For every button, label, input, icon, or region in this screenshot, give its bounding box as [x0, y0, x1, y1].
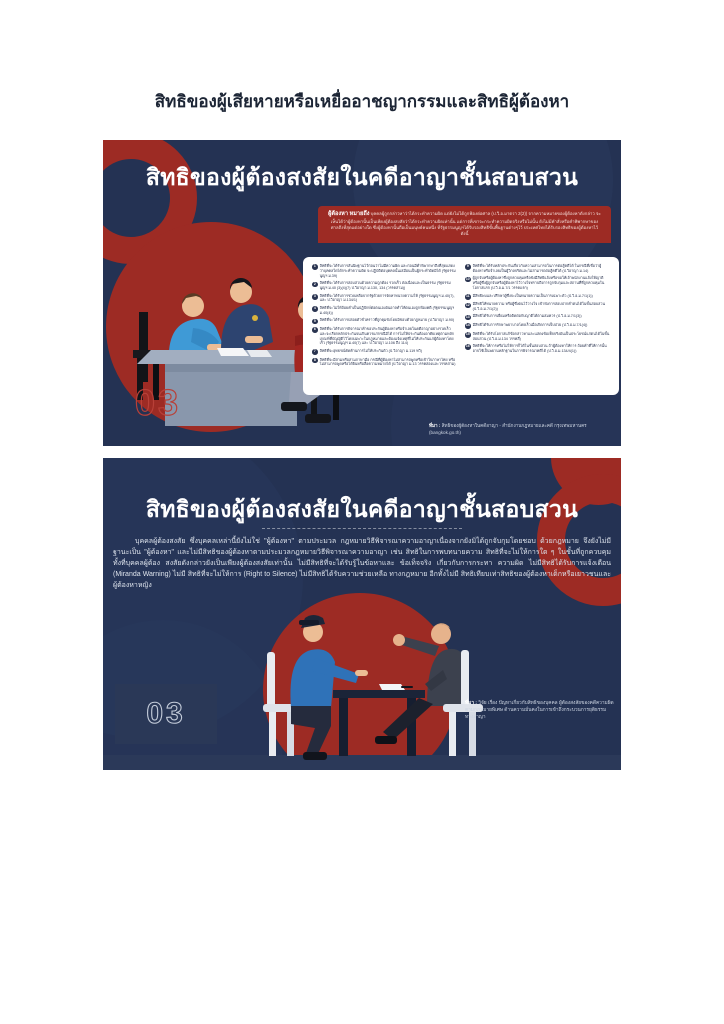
rights-list-item: [465, 344, 610, 354]
rights-list-item: [465, 276, 610, 291]
rights-list-item: [312, 327, 457, 347]
item-text: สิทธิที่จะได้รับการช่วยเหลือจากรัฐด้วยการจัดหาทนายความให้ (รัฐธรรมนูญฯ ม.40(7), และ ป.วิอาญา ม.134/1): [319, 293, 455, 303]
item-number-badge: 6: [313, 327, 316, 332]
rights-list-item: [465, 323, 610, 329]
slide-2: [103, 458, 621, 770]
rights-list-item: [312, 358, 457, 368]
item-number-badge: 11: [466, 293, 470, 298]
source-text: สิทธิของผู้ต้องหาในคดีอาญา - สำนักงานกฎหมายและคดี กรุงเทพมหานคร (bangkok.go.th): [429, 422, 587, 435]
slide1-title: สิทธิของผู้ต้องสงสัยในคดีอาญาชั้นสอบสวน: [145, 164, 579, 190]
item-number-badge: 8: [313, 357, 316, 362]
accused-definition-box: [318, 206, 611, 243]
rights-list-item: [465, 314, 610, 320]
slide1-source: [429, 422, 607, 436]
item-text: สิทธิที่จะได้รับการสันนิษฐานไว้ก่อนว่าไม่มีความผิด และก่อนมีคำพิพากษาถึงที่สุดแสดงว่าบุคคลใดได้กระทำความผิด จะปฏิบัติต่อบุคคลนั้นเสมือนเป็นผู้กระทำผิดมิได้ (รัฐธรรมนูญฯ ม.39): [319, 264, 456, 278]
item-text: สิทธิที่จะอุทธรณ์คัดค้านการไม่ให้ประกันตัว (ป.วิอาญา ม.119 ทวิ): [319, 348, 422, 353]
rights-list-item: [465, 264, 610, 274]
source-label: ที่มา :: [429, 422, 441, 428]
item-text: สิทธิที่จะได้รับโอกาสแก้ข้อกล่าวหาและแสดงข้อเท็จจริงอันเป็นประโยชน์แก่ตนได้ในชั้นสอบสวน (ป.วิ.อ.ม.134 วรรคสี่): [472, 331, 610, 341]
rights-list-item: [312, 306, 457, 316]
rights-list-item: [312, 281, 457, 291]
item-number-badge: 2: [313, 281, 316, 286]
item-text: สิทธิที่จะได้รับการปล่อยตัวชั่วคราวที่ถูกคุมขังโดยมิชอบด้วยกฎหมาย (ป.วิอาญา ม.90): [319, 318, 455, 323]
item-text: มีสิทธิให้ทนายความ หรือผู้ซึ่งตนไว้วางใจ เข้าฟังการสอบปากคำตนได้ในชั้นสอบสวน (ป.วิ.อ.ม.7/1(2)): [472, 302, 605, 312]
source-label: ที่มา :: [465, 701, 477, 706]
rights-list-item: [465, 332, 610, 342]
slide2-source: [465, 700, 615, 722]
rights-column-right: [465, 264, 610, 388]
item-number-badge: 5: [313, 318, 316, 323]
item-text: สิทธิที่จะไม่ให้ถ้อยคำเป็นปฏิปักษ์ต่อตนเองอันอาจทำให้ตนเองถูกฟ้องคดี (รัฐธรรมนูญฯ ม.40(4)): [319, 305, 455, 315]
item-number-badge: 12: [465, 302, 470, 307]
rights-list-item: [312, 294, 457, 304]
rights-column-left: [312, 264, 457, 388]
slide-number: 03: [135, 382, 182, 423]
item-number-badge: 7: [313, 349, 316, 354]
item-text: สิทธิที่จะได้รับการสอบสวนด้วยความถูกต้อง รวดเร็ว ต่อเนื่องและเป็นธรรม (รัฐธรรมนูญฯ ม.40 (3)(4)(7) ป.วิอาญา ม.130, 134 (วรรคสาม)): [319, 281, 451, 291]
source-text: วิจัย เรื่อง ปัญหาเกี่ยวกับสิทธิของบุคคล ผู้ต้องสงสัยของคดีความผิดตามกฎหมายพิเศษ ด้านความมั่นคงในการเข้าถึงกระบวนการยุติธรรม ทางอาญา: [465, 701, 614, 721]
item-number-badge: 4: [313, 306, 316, 311]
item-text: ผู้ถูกจับหรือผู้ต้องหาซึ่งถูกควบคุมหรือขังมีสิทธิแจ้งหรือขอให้เจ้าพนักงานแจ้งให้ญาติหรือผู้ซึ่งผู้ถูกจับหรือผู้ต้องหาไว้วางใจทราบถึงการถูกจับกุมและสถานที่ที่ถูกควบคุมในโอกาสแรก (ป.วิ.อ.ม.7/1 วรรคแรก): [472, 276, 605, 291]
slide-number: 03: [146, 697, 186, 730]
slide2-title: สิทธิของผู้ต้องสงสัยในคดีอาญาชั้นสอบสวน: [145, 496, 579, 522]
dashed-divider: [262, 528, 462, 529]
item-number-badge: 9: [466, 264, 469, 269]
rights-list-item: [312, 318, 457, 324]
item-text: สิทธิที่จะได้รับหลักประกันเกี่ยวกับความสามารถในการต่อสู้คดีได้ ในกรณีที่เชื่อว่าผู้ต้องหาหรือจำเลยเป็นผู้วิกลจริตและไม่สามารถต่อสู้คดีได้ (ป.วิอาญา ม.14): [472, 264, 602, 273]
item-text: สิทธิที่จะให้การหรือไม่ให้การก็ได้ในชั้นสอบสวน ถ้าผู้ต้องหาให้การ ถ้อยคำที่ให้การนั้นอาจใช้เป็นพยานหลักฐานในการพิจารณาคดีได้ (ป.วิ.อ.ม.134/4(1)): [472, 343, 607, 353]
item-number-badge: 16: [465, 344, 470, 349]
item-text: สิทธิที่จะมีล่ามหรือล่ามภาษามือ กรณีที่ผู้ต้องหาไม่สามารถพูดหรือเข้าใจภาษาไทย หรือไม่สามารถพูดหรือได้ยินหรือสื่อความหมายได้ (ป.วิอาญา ม.13 วรรคสองและวรรคสาม): [319, 357, 456, 367]
rights-list-card: [303, 257, 619, 395]
suspect-rights-paragraph: บุคคลผู้ต้องสงสัย ซึ่งบุคคลเหล่านี้ยังไม่ใช่ "ผู้ต้องหา" ตามประมวล กฎหมายวิธีพิจารณาความอาญาเนื่องจากยังมิได้ถูกจับกุมโดยชอบ ด้วยกฎหมาย จึงยังไม่มี ฐานะเป็น "ผู้ต้องหา" และไม่มีสิทธิของผู้ต้องหาตามประมวลกฎหมายวิธีพิจารณาความอาญา เช่น สิทธิในการพบทนายความ สิทธิที่จะไม่ให้การใด ๆ ในชั้นที่ถูกควบคุม ทั้งที่บุคคลผู้ต้อง สงสัยดังกล่าวยังเป็นเพียงผู้ต้องสงสัยเท่านั้น ไม่มีสิทธิที่จะได้รับรู้ในข้อหาและ ข้อเท็จจริง เกี่ยวกับการกระทา ความผิด ไม่มีสิทธิได้รับการแจ้งเตือน (Miranda Warning) ไม่มี สิทธิที่จะไม่ให้การ (Right to Silence) ไม่มีสิทธิได้รับความช่วยเหลือ ทางกฎหมาย อีกทั้งไม่มี สิทธิเทียบเท่าสิทธิของผู้ต้องหาเด็กหรือเยาวชนและผู้ต้องหาหญิง: [113, 538, 611, 590]
item-number-badge: 14: [465, 323, 470, 328]
page-title: สิทธิของผู้เสียหายหรือเหยื่ออาชญากรรมและสิทธิผู้ต้องหา: [154, 92, 570, 111]
rights-list-item: [312, 349, 457, 355]
item-number-badge: 3: [313, 293, 316, 298]
rights-list-item: [465, 294, 610, 300]
item-text: มีสิทธิได้รับการรักษาพยาบาลโดยเร็วเมื่อเกิดการเจ็บป่วย (ป.วิ.อ.ม.7/1(4)): [472, 323, 588, 328]
slide-number-box: [115, 684, 217, 744]
item-number-badge: 15: [465, 332, 470, 337]
item-text: สิทธิที่จะได้รับการพิจารณาคำขอประกันผู้ต้องหาหรือจำเลยในคดีอาญาอย่างรวดเร็ว และจะเรียกหลักประกันจนเกินควรแก่กรณีมิได้ การไม่ให้ประกันต้องอาศัยเหตุตามหลักเกณฑ์ที่บัญญัติไว้โดยเฉพาะในกฎหมายและต้องแจ้งเหตุที่ไม่ให้ประกันแก่ผู้ต้องหาโดยเร็ว (รัฐธรรมนูญฯ ม.40(7) และ ป.วิอาญา ม.106 ถึง 114): [319, 326, 455, 346]
definition-text: บุคคลผู้ถูกกล่าวหาว่าได้กระทำความผิด แต่ยังไม่ได้ถูกฟ้องต่อศาล (ป.วิ.อ.มาตรา 2(2)) จากความหมายของผู้ต้องหาดังกล่าว จะเห็นได้ว่าผู้ต้องหานั้นเป็นเพียงผู้ต้องสงสัยว่าได้กระทำความผิดเท่านั้น แต่การที่เขาจะกระทำความผิดจริงหรือไม่นั้น ยังไม่มีคำสั่งหรือคำพิพากษาของศาลถึงที่สุดแต่อย่างใด ซึ่งผู้ต้องหานั้นถือเป็นมนุษย์คนหนึ่ง ที่รัฐธรรมนูญฯได้รับรองสิทธิขั้นพื้นฐานต่างๆไว้ ประเทศไทยได้รับรองสิทธิของผู้ต้องหาไว้ ดังนี้: [330, 211, 601, 236]
slide-1: [103, 140, 621, 446]
item-number-badge: 10: [465, 276, 470, 281]
definition-lead: ผู้ต้องหา หมายถึง: [328, 211, 370, 217]
rights-list-item: [312, 264, 457, 279]
questioning-illustration: [229, 600, 497, 762]
item-number-badge: 1: [313, 264, 316, 269]
item-number-badge: 13: [465, 314, 470, 319]
item-text: มีสิทธิพบและปรึกษาผู้ซึ่งจะเป็นทนายความเป็นการเฉพาะตัว (ป.วิ.อ.ม.7/1(1)): [472, 293, 593, 298]
item-text: มีสิทธิได้รับการเยี่ยมหรือติดต่อกับญาติได้ตามสมควร (ป.วิ.อ.ม.7/1(3)): [472, 314, 582, 319]
rights-list-item: [465, 302, 610, 312]
